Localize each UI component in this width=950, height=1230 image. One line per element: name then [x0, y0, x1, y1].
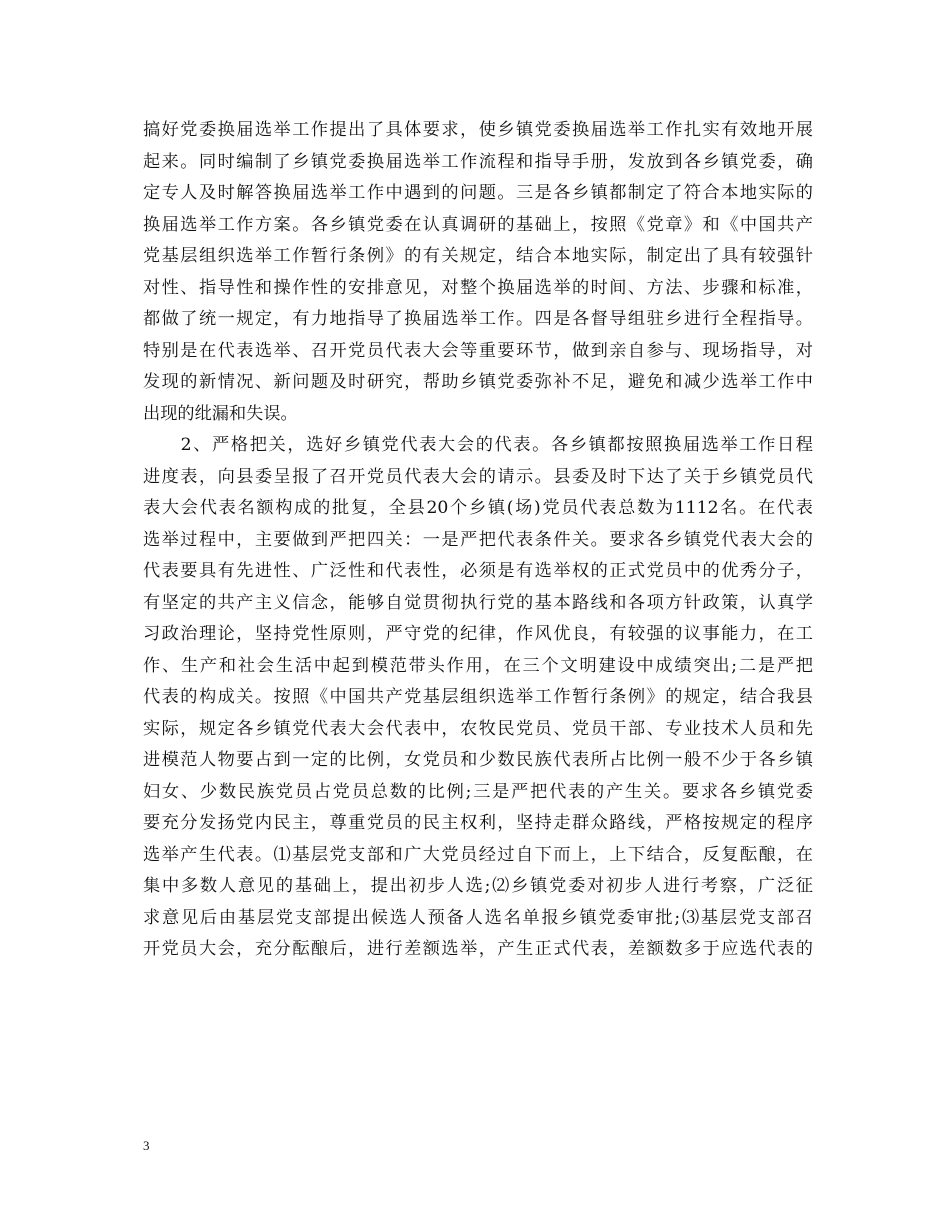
- text-line: 求意见后由基层党支部提出候选人预备人选名单报乡镇党委审批;⑶基层党支部召: [143, 907, 813, 928]
- text-line: 实际，规定各乡镇党代表大会代表中，农牧民党员、党员干部、专业技术人员和先: [143, 718, 813, 739]
- text-line: 开党员大会，充分酝酿后，进行差额选举，产生正式代表，差额数多于应选代表的: [143, 939, 813, 959]
- text-line: 表大会代表名额构成的批复，全县20个乡镇(场)党员代表总数为1112名。在代表: [143, 498, 813, 518]
- text-line: 都做了统一规定，有力地指导了换届选举工作。四是各督导组驻乡进行全程指导。: [143, 309, 813, 329]
- text-line: 作、生产和社会生活中起到模范带头作用，在三个文明建设中成绩突出;二是严把: [143, 655, 813, 676]
- body-text: [143, 115, 813, 966]
- text-line: 党基层组织选举工作暂行条例》的有关规定，结合本地实际，制定出了具有较强针: [143, 246, 813, 266]
- text-line: 起来。同时编制了乡镇党委换届选举工作流程和指导手册，发放到各乡镇党委，确: [143, 151, 813, 172]
- text-line: 习政治理论，坚持党性原则，严守党的纪律，作风优良，有较强的议事能力，在工: [143, 624, 813, 644]
- text-line: 妇女、少数民族党员占党员总数的比例;三是严把代表的产生关。要求各乡镇党委: [143, 781, 813, 802]
- text-line: 要充分发扬党内民主，尊重党员的民主权利，坚持走群众路线，严格按规定的程序: [143, 813, 813, 833]
- text-line: 2、严格把关，选好乡镇党代表大会的代表。各乡镇都按照换届选举工作日程: [143, 435, 813, 455]
- text-line: 对性、指导性和操作性的安排意见，对整个换届选举的时间、方法、步骤和标准，: [143, 277, 813, 298]
- text-line: 代表的构成关。按照《中国共产党基层组织选举工作暂行条例》的规定，结合我县: [143, 687, 813, 707]
- text-line: 集中多数人意见的基础上，提出初步人选;⑵乡镇党委对初步人进行考察，广泛征: [143, 876, 813, 896]
- paragraph-2: [143, 430, 813, 966]
- text-line: 换届选举工作方案。各乡镇党委在认真调研的基础上，按照《党章》和《中国共产: [143, 214, 813, 235]
- text-line: 进模范人物要占到一定的比例，女党员和少数民族代表所占比例一般不少于各乡镇: [143, 750, 813, 770]
- text-line: 选举过程中，主要做到严把四关：一是严把代表条件关。要求各乡镇党代表大会的: [143, 529, 813, 550]
- paragraph-1: [143, 115, 813, 430]
- text-line: 发现的新情况、新问题及时研究，帮助乡镇党委弥补不足，避免和减少选举工作中: [143, 372, 813, 392]
- page-number: 3: [143, 1138, 150, 1153]
- text-line: 出现的纰漏和失误。: [143, 403, 298, 424]
- text-line: 代表要具有先进性、广泛性和代表性，必须是有选举权的正式党员中的优秀分子，: [143, 561, 813, 581]
- text-line: 进度表，向县委呈报了召开党员代表大会的请示。县委及时下达了关于乡镇党员代: [143, 466, 813, 487]
- text-line: 定专人及时解答换届选举工作中遇到的问题。三是各乡镇都制定了符合本地实际的: [143, 183, 813, 203]
- text-line: 特别是在代表选举、召开党员代表大会等重要环节，做到亲自参与、现场指导，对: [143, 340, 813, 361]
- text-line: 有坚定的共产主义信念，能够自觉贯彻执行党的基本路线和各项方针政策，认真学: [143, 592, 813, 613]
- text-line: 搞好党委换届选举工作提出了具体要求，使乡镇党委换届选举工作扎实有效地开展: [143, 120, 813, 140]
- text-line: 选举产生代表。⑴基层党支部和广大党员经过自下而上，上下结合，反复酝酿，在: [143, 844, 813, 865]
